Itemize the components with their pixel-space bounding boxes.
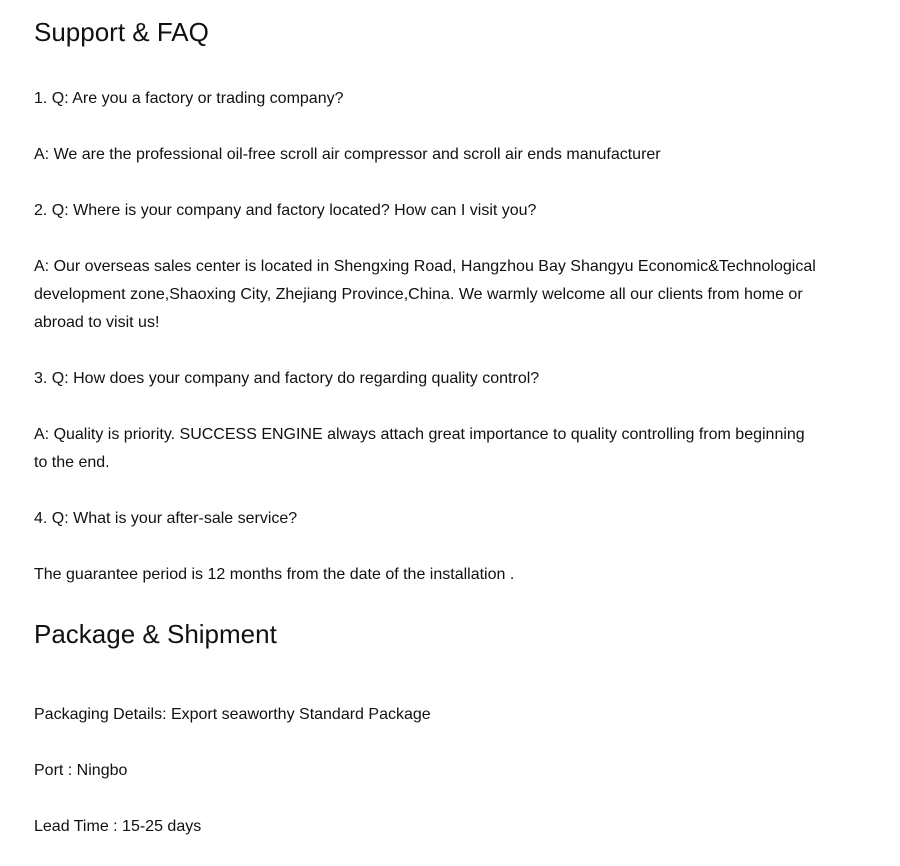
support-faq-heading: Support & FAQ — [34, 17, 209, 47]
faq-question-1: 1. Q: Are you a factory or trading company? — [34, 90, 344, 107]
answer-line: A: Quality is priority. SUCCESS ENGINE always attach great importance to quality controlling from beginning — [34, 426, 805, 443]
faq-question-2: 2. Q: Where is your company and factory located? How can I visit you? — [34, 202, 537, 219]
packaging-details: Packaging Details: Export seaworthy Standard Package — [34, 706, 431, 723]
package-shipment-heading: Package & Shipment — [34, 619, 277, 649]
lead-time: Lead Time : 15-25 days — [34, 818, 202, 835]
faq-question-3: 3. Q: How does your company and factory do regarding quality control? — [34, 370, 540, 387]
answer-line: A: Our overseas sales center is located in Shengxing Road, Hangzhou Bay Shangyu Economic&Technological — [34, 258, 816, 275]
faq-answer-2 — [34, 253, 816, 337]
faq-answer-1: A: We are the professional oil-free scroll air compressor and scroll air ends manufacturer — [34, 146, 661, 163]
faq-question-4: 4. Q: What is your after-sale service? — [34, 510, 298, 527]
faq-answer-3 — [34, 421, 805, 477]
port: Port : Ningbo — [34, 762, 128, 779]
faq-answer-4: The guarantee period is 12 months from the date of the installation . — [34, 566, 515, 583]
answer-line: development zone,Shaoxing City, Zhejiang Province,China. We warmly welcome all our clients from home or — [34, 286, 803, 303]
answer-line: abroad to visit us! — [34, 314, 160, 331]
answer-line: to the end. — [34, 454, 110, 471]
